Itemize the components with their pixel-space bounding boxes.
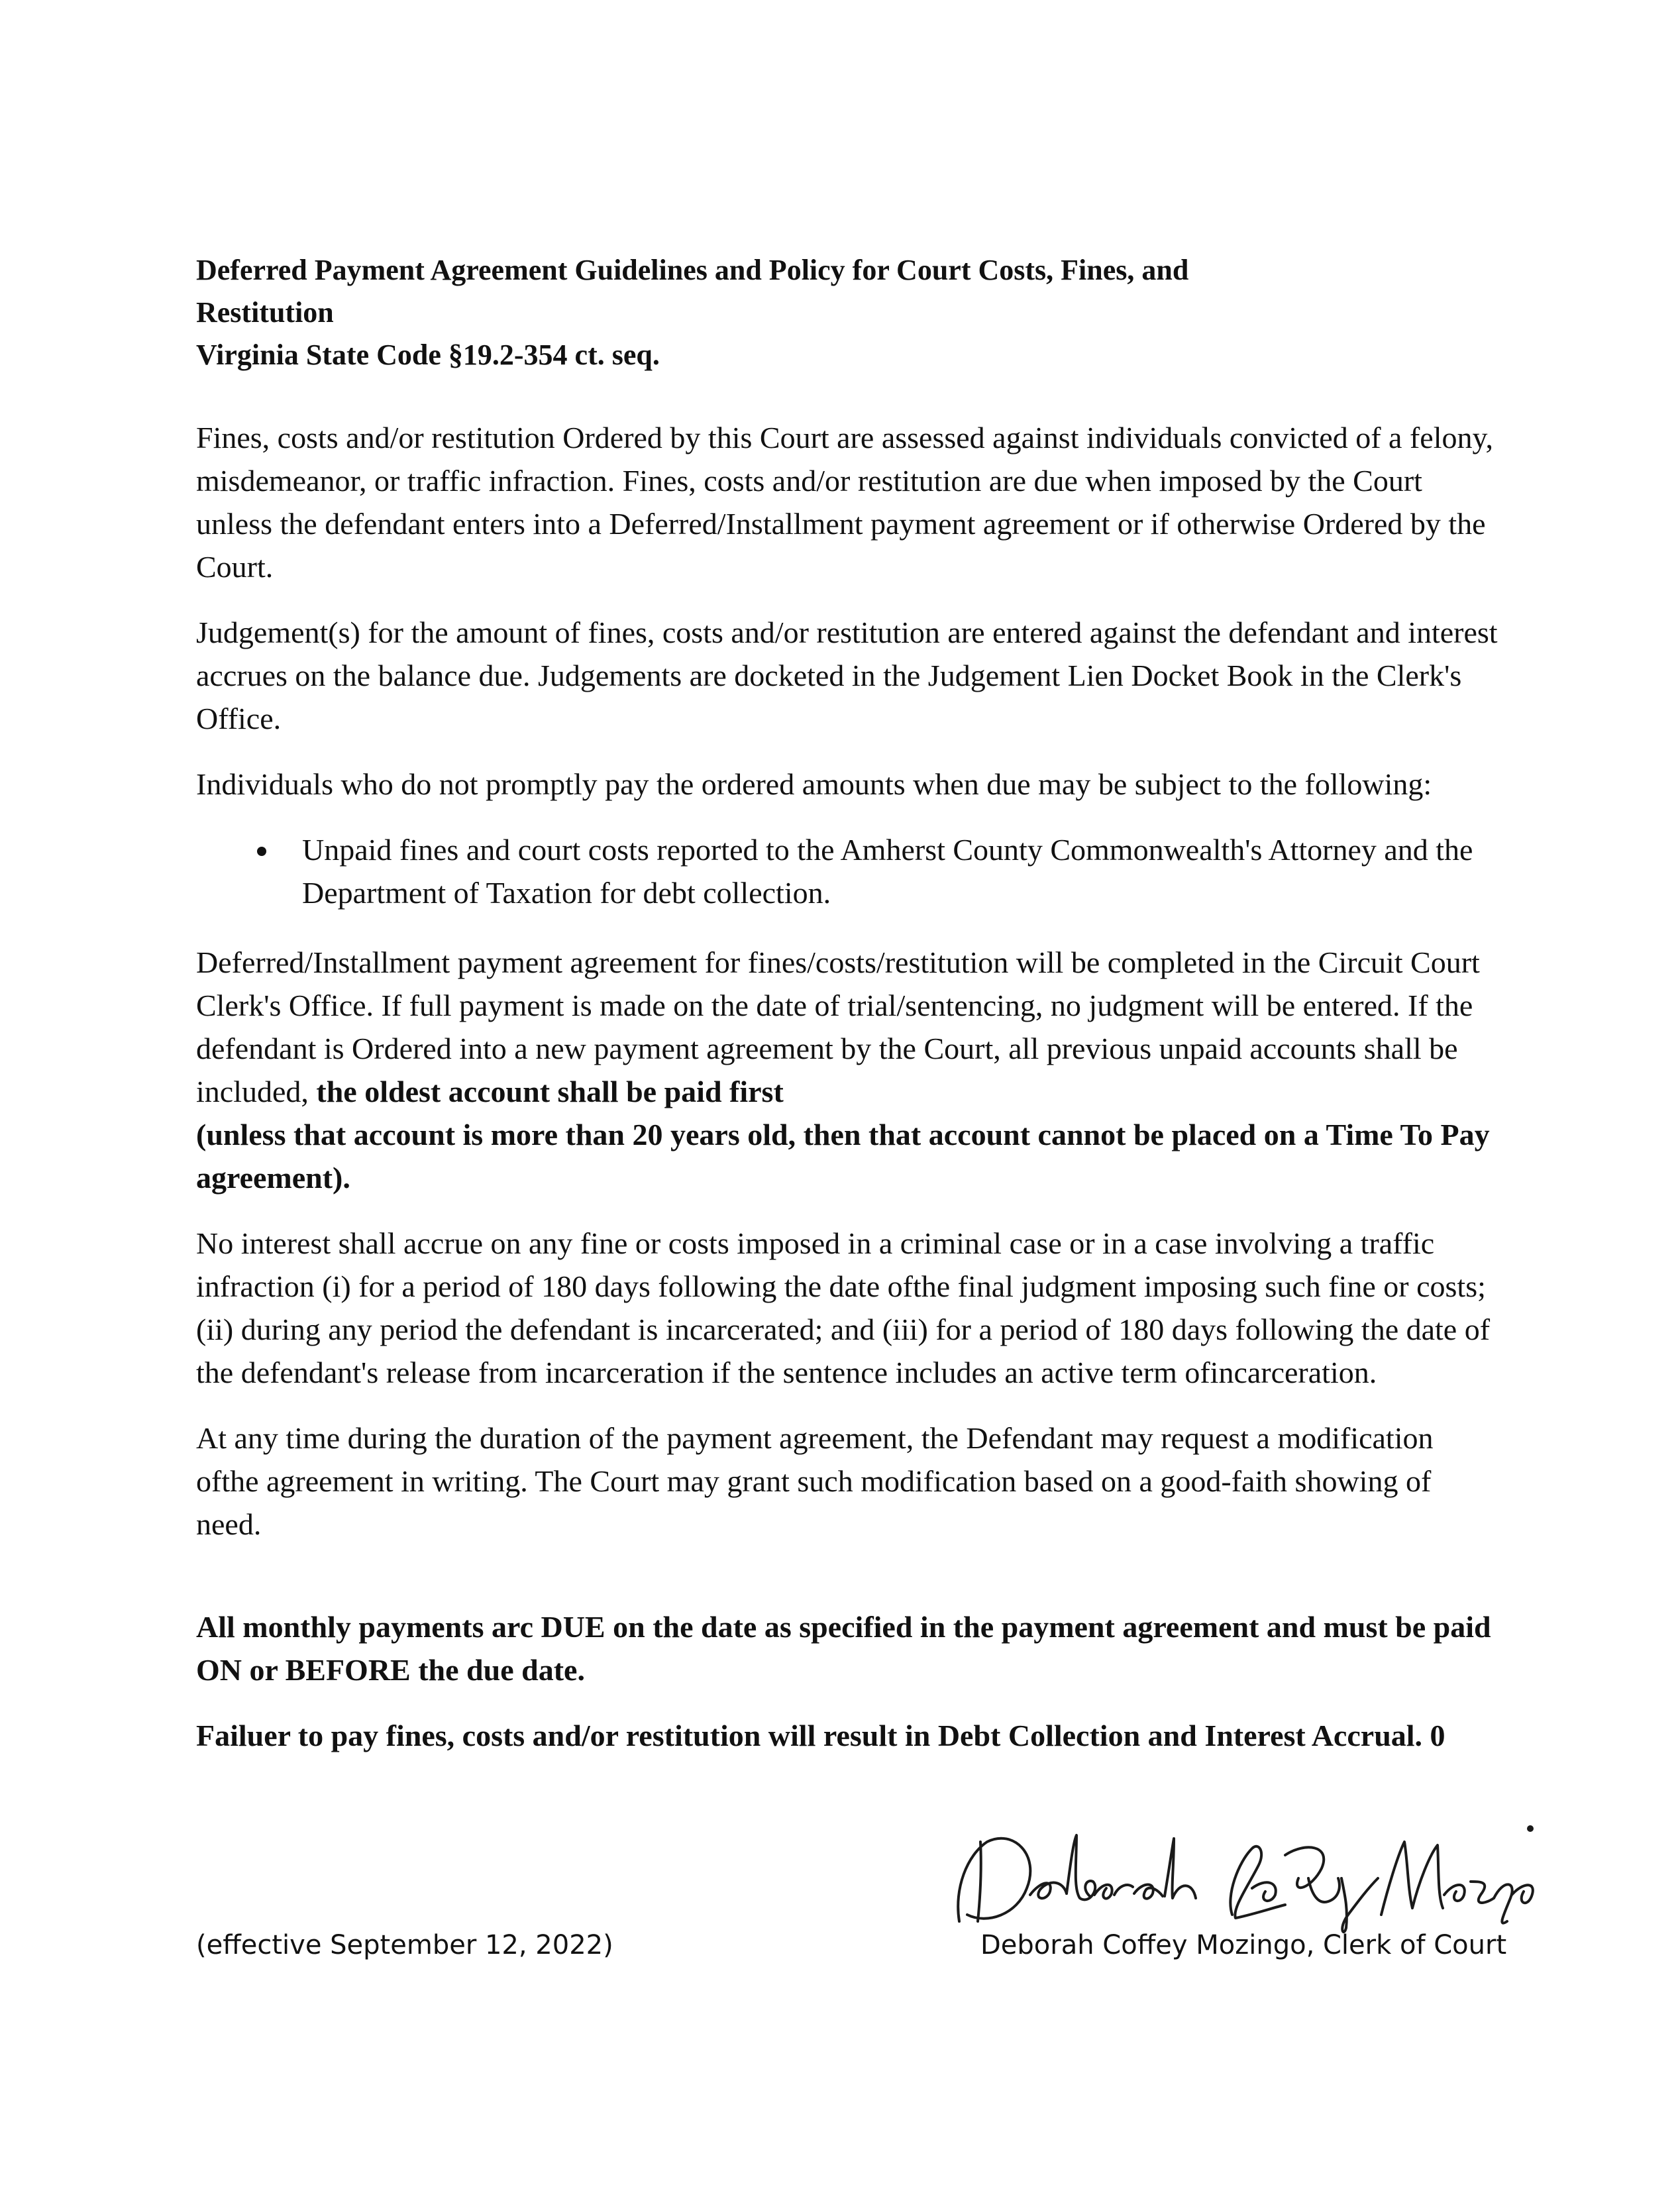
list-item: [196, 828, 1501, 914]
signer-caption: [980, 1927, 1506, 1964]
handwritten-signature: [941, 1815, 1550, 1935]
paragraph-judgements: Judgement(s) for the amount of fines, costs and/or restitution are entered against the defendant and interest accrues on the balance due. Judgements are docketed in the Judgement Lien Docket Book in the Clerk's Office.: [196, 615, 1498, 735]
title-line-2: Restitution: [196, 296, 334, 329]
paragraph-fines-assessment: Fines, costs and/or restitution Ordered by this Court are assessed against individuals convicted of a felony, misdemeanor, or traffic infraction. Fines, costs and/or restitution are due when imposed by the Court unless the defendant enters into a Deferred/Installment payment agreement or if otherwise Ordered by the Court.: [196, 421, 1493, 584]
signer-name: Deborah Coffey Mozingo: [980, 1930, 1306, 1960]
signer-title: Clerk of Court: [1323, 1930, 1507, 1960]
document-title: [196, 249, 1501, 376]
paragraph-interest-accrual: No interest shall accrue on any fine or costs imposed in a criminal case or in a case involving a traffic infraction (i) for a period of 180 days following the date ofthe final judgment imposing such fine or costs; (ii) during any period the defendant is incarcerated; and (iii) for a period of 180 days following the date of the defendant's release from incarceration if the sentence includes an active term ofincarceration.: [196, 1226, 1491, 1389]
paragraph-nonpayment-consequences: Individuals who do not promptly pay the ordered amounts when due may be subject to the following:: [196, 767, 1432, 801]
paragraph-modification: At any time during the duration of the payment agreement, the Defendant may request a modification ofthe agreement in writing. The Court may grant such modification based on a good-faith showing of need.: [196, 1421, 1434, 1541]
oldest-account-rule: the oldest account shall be paid first: [316, 1075, 784, 1108]
notice-failure-to-pay: Failuer to pay fines, costs and/or restitution will result in Debt Collection and Interest Accrual. 0: [196, 1719, 1445, 1752]
title-line-1: Deferred Payment Agreement Guidelines and Policy for Court Costs, Fines, and: [196, 254, 1189, 286]
bullet-text: Unpaid fines and court costs reported to the Amherst County Commonwealth's Attorney and the Department of Taxation for debt collection.: [302, 833, 1473, 910]
document-body: [196, 249, 1501, 1780]
agreement-text: Deferred/Installment payment agreement for fines/costs/restitution will be completed in the Circuit Court Clerk's Office. If full payment is made on the date of trial/sentencing, no judgment will be entered. If the defendant is Ordered into a new payment agreement by the Court, all previous unpaid accounts shall be included,: [196, 945, 1480, 1108]
title-code-citation: Virginia State Code §19.2-354 ct. seq.: [196, 339, 660, 371]
bullet-icon: [257, 847, 266, 856]
twenty-year-exception: (unless that account is more than 20 years old, then that account cannot be placed on a Time To Pay agreement).: [196, 1118, 1490, 1195]
consequences-list: [196, 828, 1501, 914]
signer-separator: ,: [1306, 1930, 1323, 1960]
notice-due-date: All monthly payments arc DUE on the date as specified in the payment agreement and must be paid ON or BEFORE the due date.: [196, 1610, 1491, 1687]
effective-date: (effective September 12, 2022): [196, 1930, 613, 1960]
paragraph-agreement-completion: [196, 941, 1501, 1199]
